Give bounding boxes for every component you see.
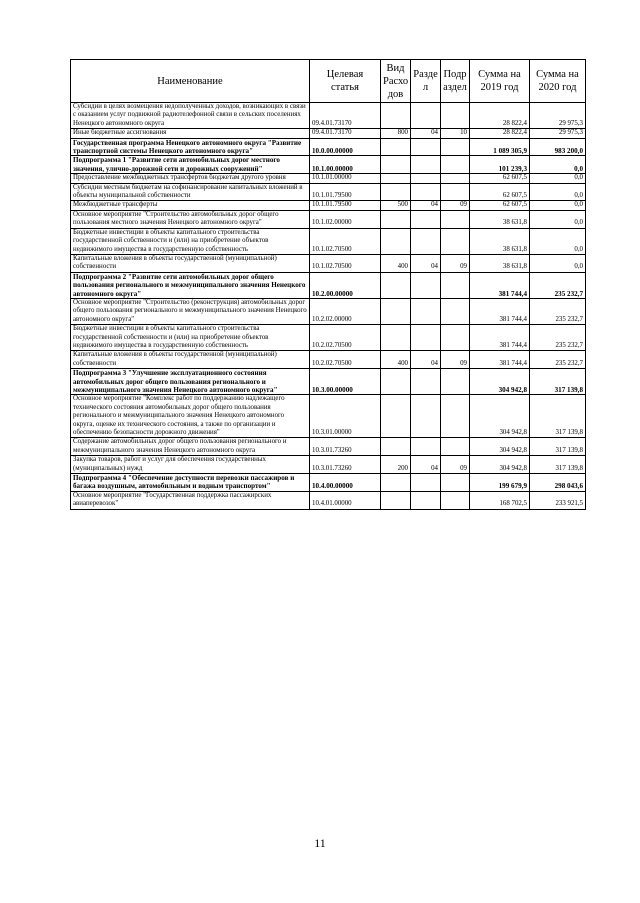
cell-sum-2019: 62 607,5 [470, 183, 530, 201]
cell-sum-2020: 0,0 [530, 174, 586, 183]
cell-name: Основное мероприятие "Комплекс работ по поддержанию надлежащего технического состояния автомобильных дорог общего пользования регионального и межмуниципального значения Ненецкого автономного округа, оценке их технического состояния, а также по организации и обеспечению безопасности дорожного движения" [71, 395, 310, 438]
cell-expense-type: 200 [381, 456, 411, 474]
cell-sum-2020: 0,0 [530, 183, 586, 201]
table-row [71, 272, 586, 298]
cell-expense-type [381, 272, 411, 298]
cell-target-article: 09.4.01.73170 [310, 129, 381, 138]
budget-table [70, 59, 586, 510]
cell-section [411, 395, 441, 438]
table-row [71, 474, 586, 492]
table-row [71, 174, 586, 183]
cell-name: Государственная программа Ненецкого автономного округа "Развитие транспортной системы Ненецкого автономного округа" [71, 138, 310, 156]
cell-name: Основное мероприятие "Государственная поддержка пассажирских авиаперевозок" [71, 491, 310, 509]
cell-sum-2020: 235 232,7 [530, 298, 586, 324]
cell-sum-2020: 29 975,3 [530, 103, 586, 129]
cell-expense-type: 500 [381, 201, 411, 210]
cell-name: Подпрограмма 1 "Развитие сети автомобильных дорог местного значения, улично-дорожной сети и дорожных сооружений" [71, 156, 310, 174]
table-row [71, 298, 586, 324]
budget-table-sheet [70, 59, 585, 510]
cell-subsection [441, 210, 470, 228]
cell-expense-type [381, 103, 411, 129]
cell-section [411, 438, 441, 456]
cell-name: Закупка товаров, работ и услуг для обеспечения государственных (муниципальных) нужд [71, 456, 310, 474]
cell-subsection [441, 438, 470, 456]
table-row [71, 228, 586, 254]
table-row [71, 254, 586, 272]
cell-name: Иные бюджетные ассигнования [71, 129, 310, 138]
cell-sum-2019: 381 744,4 [470, 272, 530, 298]
cell-section [411, 474, 441, 492]
cell-expense-type [381, 438, 411, 456]
cell-expense-type [381, 228, 411, 254]
cell-subsection [441, 272, 470, 298]
cell-sum-2019: 304 942,8 [470, 456, 530, 474]
cell-section [411, 210, 441, 228]
cell-sum-2020: 0,0 [530, 201, 586, 210]
table-row [71, 138, 586, 156]
cell-expense-type [381, 395, 411, 438]
cell-expense-type [381, 174, 411, 183]
cell-name: Капитальные вложения в объекты государственной (муниципальной) собственности [71, 351, 310, 369]
cell-subsection [441, 103, 470, 129]
cell-expense-type [381, 183, 411, 201]
cell-subsection [441, 138, 470, 156]
cell-target-article: 10.2.02.00000 [310, 298, 381, 324]
cell-sum-2019: 62 607,5 [470, 201, 530, 210]
cell-subsection [441, 325, 470, 351]
cell-section: 04 [411, 456, 441, 474]
cell-name: Основное мероприятие "Строительство автомобильных дорог общего пользования местного значения Ненецкого автономного округа" [71, 210, 310, 228]
table-body [71, 103, 586, 510]
table-row [71, 325, 586, 351]
cell-expense-type [381, 369, 411, 395]
cell-sum-2019: 1 089 305,9 [470, 138, 530, 156]
table-row [71, 156, 586, 174]
cell-sum-2019: 304 942,8 [470, 395, 530, 438]
cell-sum-2019: 38 631,8 [470, 228, 530, 254]
cell-name: Субсидии местным бюджетам на софинансирование капитальных вложений в объекты муниципальной собственности [71, 183, 310, 201]
cell-sum-2019: 381 744,4 [470, 351, 530, 369]
cell-section: 04 [411, 254, 441, 272]
cell-target-article: 10.0.00.00000 [310, 138, 381, 156]
cell-expense-type [381, 491, 411, 509]
cell-name: Подпрограмма 4 "Обеспечение доступности перевозки пассажиров и багажа воздушным, автомобильным и водным транспортом" [71, 474, 310, 492]
cell-subsection: 09 [441, 351, 470, 369]
cell-expense-type [381, 156, 411, 174]
table-row [71, 210, 586, 228]
cell-section [411, 156, 441, 174]
cell-name: Субсидии в целях возмещения недополученных доходов, возникающих в связи с оказанием услуг подвижной радиотелефонной связи в сельских поселениях Ненецкого автономного округа [71, 103, 310, 129]
cell-section [411, 183, 441, 201]
cell-subsection [441, 491, 470, 509]
cell-sum-2020: 317 139,8 [530, 369, 586, 395]
cell-section [411, 491, 441, 509]
cell-sum-2020: 235 232,7 [530, 272, 586, 298]
cell-target-article: 10.1.00.00000 [310, 156, 381, 174]
cell-sum-2020: 317 139,8 [530, 395, 586, 438]
cell-subsection: 09 [441, 201, 470, 210]
cell-expense-type [381, 210, 411, 228]
cell-expense-type: 400 [381, 254, 411, 272]
cell-target-article: 10.4.01.00000 [310, 491, 381, 509]
cell-sum-2019: 381 744,4 [470, 325, 530, 351]
cell-subsection [441, 183, 470, 201]
cell-sum-2020: 235 232,7 [530, 351, 586, 369]
cell-sum-2019: 38 631,8 [470, 210, 530, 228]
cell-section [411, 138, 441, 156]
cell-subsection: 09 [441, 456, 470, 474]
cell-section: 04 [411, 351, 441, 369]
cell-sum-2019: 62 607,5 [470, 174, 530, 183]
cell-sum-2019: 28 822,4 [470, 103, 530, 129]
table-row [71, 438, 586, 456]
cell-subsection: 10 [441, 129, 470, 138]
cell-target-article: 10.2.00.00000 [310, 272, 381, 298]
table-header-row [71, 60, 586, 103]
cell-sum-2020: 298 043,6 [530, 474, 586, 492]
cell-name: Бюджетные инвестиции в объекты капитального строительства государственной собственности и (или) на приобретение объектов недвижимого имущества в государственную собственность [71, 228, 310, 254]
cell-name: Межбюджетные трансферты [71, 201, 310, 210]
table-row [71, 456, 586, 474]
cell-target-article: 10.3.00.00000 [310, 369, 381, 395]
table-row [71, 395, 586, 438]
cell-expense-type [381, 474, 411, 492]
cell-target-article: 10.3.01.73260 [310, 438, 381, 456]
cell-subsection [441, 474, 470, 492]
cell-sum-2020: 233 921,5 [530, 491, 586, 509]
cell-section: 04 [411, 201, 441, 210]
cell-sum-2019: 304 942,8 [470, 438, 530, 456]
cell-name: Подпрограмма 3 "Улучшение эксплуатационного состояния автомобильных дорог общего пользования регионального и межмуниципального значения Ненецкого автономного округа" [71, 369, 310, 395]
cell-sum-2019: 381 744,4 [470, 298, 530, 324]
cell-target-article: 10.1.02.70500 [310, 254, 381, 272]
cell-sum-2020: 317 139,8 [530, 456, 586, 474]
cell-sum-2019: 304 942,8 [470, 369, 530, 395]
cell-subsection: 09 [441, 254, 470, 272]
cell-sum-2019: 28 822,4 [470, 129, 530, 138]
header-sum-2019: Сумма на 2019 год [470, 60, 530, 103]
header-subsection: Подр аздел [441, 60, 470, 103]
cell-expense-type: 800 [381, 129, 411, 138]
cell-expense-type: 400 [381, 351, 411, 369]
cell-sum-2019: 101 239,3 [470, 156, 530, 174]
cell-target-article: 10.1.02.00000 [310, 210, 381, 228]
table-row [71, 103, 586, 129]
cell-target-article: 10.3.01.00000 [310, 395, 381, 438]
cell-expense-type [381, 298, 411, 324]
cell-subsection [441, 298, 470, 324]
cell-section [411, 174, 441, 183]
cell-expense-type [381, 325, 411, 351]
cell-name: Предоставление межбюджетных трансфертов бюджетам другого уровня [71, 174, 310, 183]
cell-sum-2020: 983 200,0 [530, 138, 586, 156]
cell-sum-2019: 199 679,9 [470, 474, 530, 492]
cell-subsection [441, 369, 470, 395]
cell-subsection [441, 395, 470, 438]
cell-name: Основное мероприятие "Строительство (реконструкция) автомобильных дорог общего пользования регионального и межмуниципального значения Ненецкого автономного округа" [71, 298, 310, 324]
cell-name: Содержание автомобильных дорог общего пользования регионального и межмуниципального значения Ненецкого автономного округа [71, 438, 310, 456]
header-sum-2020: Сумма на 2020 год [530, 60, 586, 103]
table-row [71, 351, 586, 369]
table-row [71, 129, 586, 138]
cell-target-article: 10.1.01.00000 [310, 174, 381, 183]
table-row [71, 369, 586, 395]
cell-target-article: 10.4.00.00000 [310, 474, 381, 492]
cell-target-article: 10.2.02.70500 [310, 325, 381, 351]
cell-section [411, 103, 441, 129]
cell-sum-2020: 235 232,7 [530, 325, 586, 351]
cell-section [411, 272, 441, 298]
cell-section [411, 369, 441, 395]
cell-section: 04 [411, 129, 441, 138]
cell-sum-2020: 317 139,8 [530, 438, 586, 456]
cell-sum-2020: 0,0 [530, 228, 586, 254]
cell-target-article: 10.1.02.70500 [310, 228, 381, 254]
cell-subsection [441, 156, 470, 174]
cell-sum-2020: 29 975,3 [530, 129, 586, 138]
cell-section [411, 325, 441, 351]
cell-target-article: 10.1.01.79500 [310, 183, 381, 201]
cell-target-article: 10.1.01.79500 [310, 201, 381, 210]
cell-expense-type [381, 138, 411, 156]
header-expense-type: Вид Расхо дов [381, 60, 411, 103]
table-row [71, 183, 586, 201]
cell-subsection [441, 228, 470, 254]
header-name: Наименование [71, 60, 310, 103]
cell-name: Подпрограмма 2 "Развитие сети автомобильных дорог общего пользования регионального и межмуниципального значения Ненецкого автономного округа" [71, 272, 310, 298]
header-target-article: Целевая статья [310, 60, 381, 103]
cell-sum-2019: 38 631,8 [470, 254, 530, 272]
cell-sum-2019: 168 702,5 [470, 491, 530, 509]
table-row [71, 491, 586, 509]
cell-target-article: 10.3.01.73260 [310, 456, 381, 474]
cell-sum-2020: 0,0 [530, 156, 586, 174]
table-row [71, 201, 586, 210]
header-section: Разде л [411, 60, 441, 103]
page-number: 11 [314, 836, 326, 850]
cell-section [411, 298, 441, 324]
cell-section [411, 228, 441, 254]
cell-target-article: 10.2.02.70500 [310, 351, 381, 369]
cell-sum-2020: 0,0 [530, 254, 586, 272]
cell-subsection [441, 174, 470, 183]
cell-name: Капитальные вложения в объекты государственной (муниципальной) собственности [71, 254, 310, 272]
cell-sum-2020: 0,0 [530, 210, 586, 228]
cell-name: Бюджетные инвестиции в объекты капитального строительства государственной собственности и (или) на приобретение объектов недвижимого имущества в государственную собственность [71, 325, 310, 351]
cell-target-article: 09.4.01.73170 [310, 103, 381, 129]
